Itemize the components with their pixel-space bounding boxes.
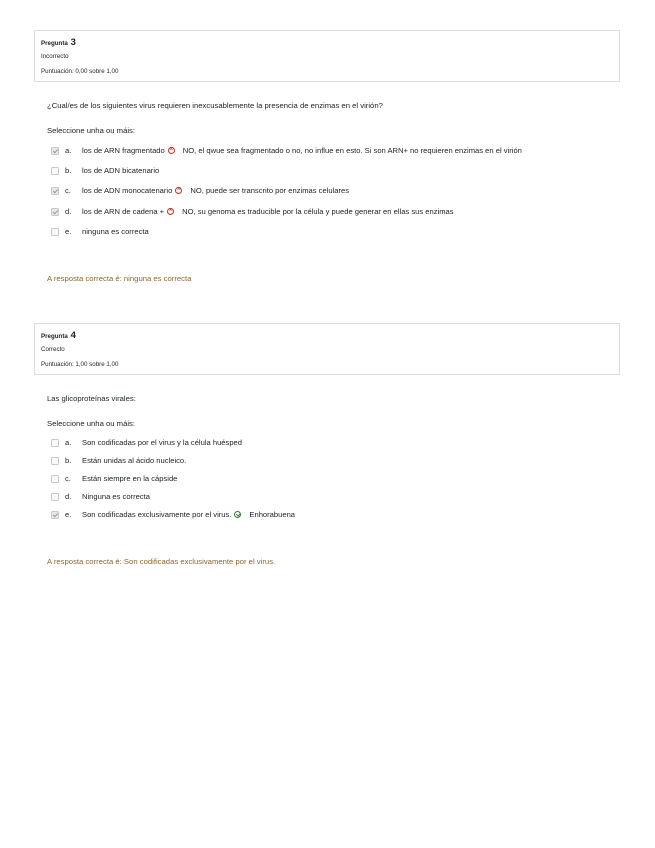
answer-prompt: Seleccione unha ou máis: <box>47 419 136 428</box>
answer-option <box>51 438 631 450</box>
answer-checkbox[interactable] <box>51 493 59 501</box>
answer-letter: e. <box>65 510 72 519</box>
answer-option <box>51 510 631 522</box>
question-info-box-4 <box>34 323 620 375</box>
answer-option <box>51 492 631 504</box>
question-text: Las glicoproteínas virales: <box>47 394 136 403</box>
answer-option <box>51 146 631 158</box>
answer-letter: a. <box>65 438 72 447</box>
question-grade: Puntuación: 0,00 sobre 1,00 <box>41 68 119 75</box>
question-state: Incorrecto <box>41 53 69 60</box>
right-answer: A resposta correcta é: ninguna es correcta <box>47 274 192 283</box>
answer-letter: a. <box>65 146 72 155</box>
answer-option <box>51 207 631 219</box>
answer-checkbox[interactable] <box>51 457 59 465</box>
question-info-box-3 <box>34 30 620 82</box>
answer-option <box>51 227 631 239</box>
incorrect-icon <box>168 147 175 154</box>
answer-text: Están siempre en la cápside <box>82 474 178 483</box>
answer-checkbox[interactable] <box>51 228 59 236</box>
answer-checkbox[interactable] <box>51 475 59 483</box>
answer-checkbox[interactable] <box>51 511 59 519</box>
answer-feedback: NO, el qwue sea fragmentado o no, no influe en esto. Si son ARN+ no requieren enzimas en el virión <box>182 146 522 155</box>
answer-option <box>51 186 631 198</box>
answer-text: Están unidas al ácido nucleico. <box>82 456 187 465</box>
answer-text: Ninguna es correcta <box>82 492 150 501</box>
answer-text: ninguna es correcta <box>82 227 149 236</box>
answer-letter: b. <box>65 456 72 465</box>
answer-checkbox[interactable] <box>51 147 59 155</box>
question-number: Pregunta 4 <box>41 330 76 341</box>
answer-checkbox[interactable] <box>51 208 59 216</box>
answer-checkbox[interactable] <box>51 167 59 175</box>
answer-letter: d. <box>65 207 72 216</box>
question-number: Pregunta 3 <box>41 37 76 48</box>
question-state: Correcto <box>41 346 65 353</box>
incorrect-icon <box>175 187 182 194</box>
answer-letter: b. <box>65 166 72 175</box>
answer-letter: c. <box>65 186 71 195</box>
question-grade: Puntuación: 1,00 sobre 1,00 <box>41 361 119 368</box>
answer-feedback: NO, puede ser transcrito por enzimas celulares <box>190 186 350 195</box>
answer-letter: c. <box>65 474 71 483</box>
question-text: ¿Cual/es de los siguientes virus requieren inexcusablemente la presencia de enzimas en el virión? <box>47 101 383 110</box>
right-answer: A resposta correcta é: Son codificadas exclusivamente por el virus. <box>47 557 276 566</box>
answer-option <box>51 456 631 468</box>
answer-letter: e. <box>65 227 72 236</box>
answer-text: los de ADN bicatenario <box>82 166 160 175</box>
answer-option <box>51 166 631 178</box>
answer-letter: d. <box>65 492 72 501</box>
answer-text: los de ARN fragmentado <box>82 146 165 155</box>
answer-text: Son codificadas exclusivamente por el virus. <box>82 510 232 519</box>
answer-checkbox[interactable] <box>51 439 59 447</box>
answer-text: los de ADN monocatenario <box>82 186 173 195</box>
answer-feedback: NO, su genoma es traducible por la célula y puede generar en ellas sus enzimas <box>182 207 454 216</box>
answer-feedback: Enhorabuena <box>249 510 296 519</box>
correct-icon <box>234 511 241 518</box>
incorrect-icon <box>167 208 174 215</box>
answer-checkbox[interactable] <box>51 187 59 195</box>
answer-text: los de ARN de cadena + <box>82 207 165 216</box>
answer-text: Son codificadas por el virus y la célula huésped <box>82 438 242 447</box>
answer-option <box>51 474 631 486</box>
answer-prompt: Seleccione unha ou máis: <box>47 126 136 135</box>
